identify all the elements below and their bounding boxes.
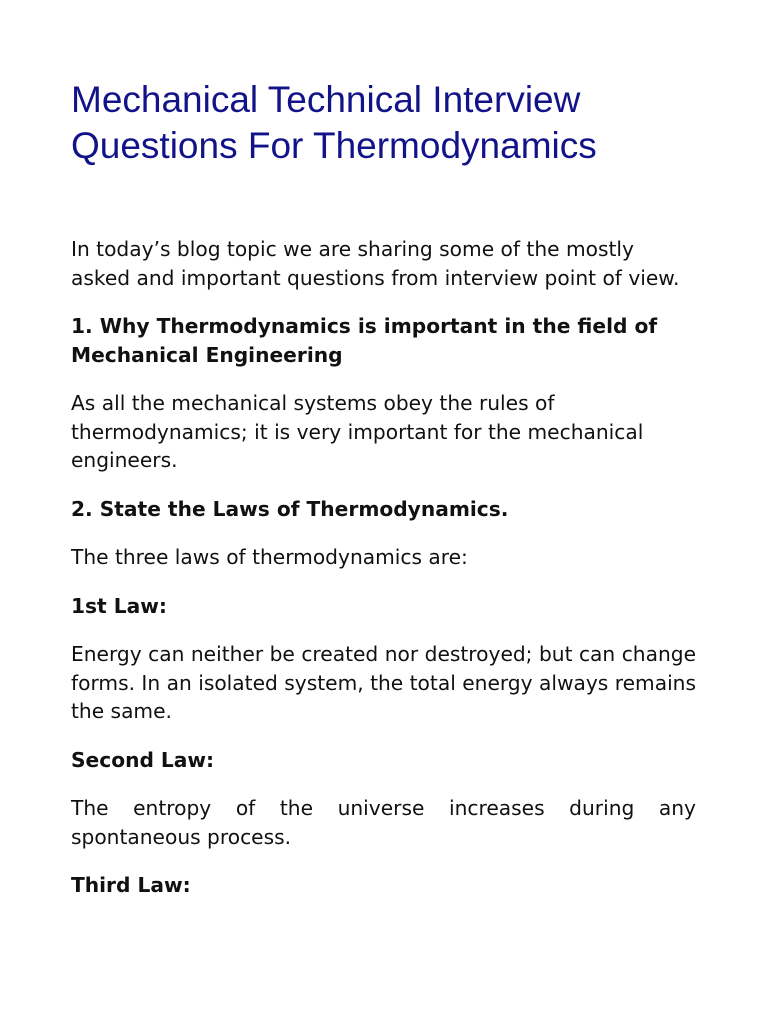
article-body <box>71 235 696 920</box>
third-law-heading: Third Law: <box>71 873 191 897</box>
second-law-text: The entropy of the universe increases during any spontaneous process. <box>71 796 696 849</box>
page-title: Mechanical Technical Interview Questions For Thermodynamics <box>71 79 597 166</box>
question-1-answer: As all the mechanical systems obey the rules of thermodynamics; it is very important for the mechanical engineers. <box>71 391 644 472</box>
first-law-heading: 1st Law: <box>71 593 167 618</box>
second-law-heading: Second Law: <box>71 747 215 772</box>
question-2-intro: The three laws of thermodynamics are: <box>71 545 468 569</box>
question-1-heading: 1. Why Thermodynamics is important in the field of Mechanical Engineering <box>71 314 658 367</box>
intro-paragraph: In today’s blog topic we are sharing some of the mostly asked and important questions from interview point of view. <box>71 237 680 290</box>
first-law-text: Energy can neither be created nor destroyed; but can change forms. In an isolated system, the total energy always remains the same. <box>71 642 696 723</box>
question-2-heading: 2. State the Laws of Thermodynamics. <box>71 496 509 521</box>
